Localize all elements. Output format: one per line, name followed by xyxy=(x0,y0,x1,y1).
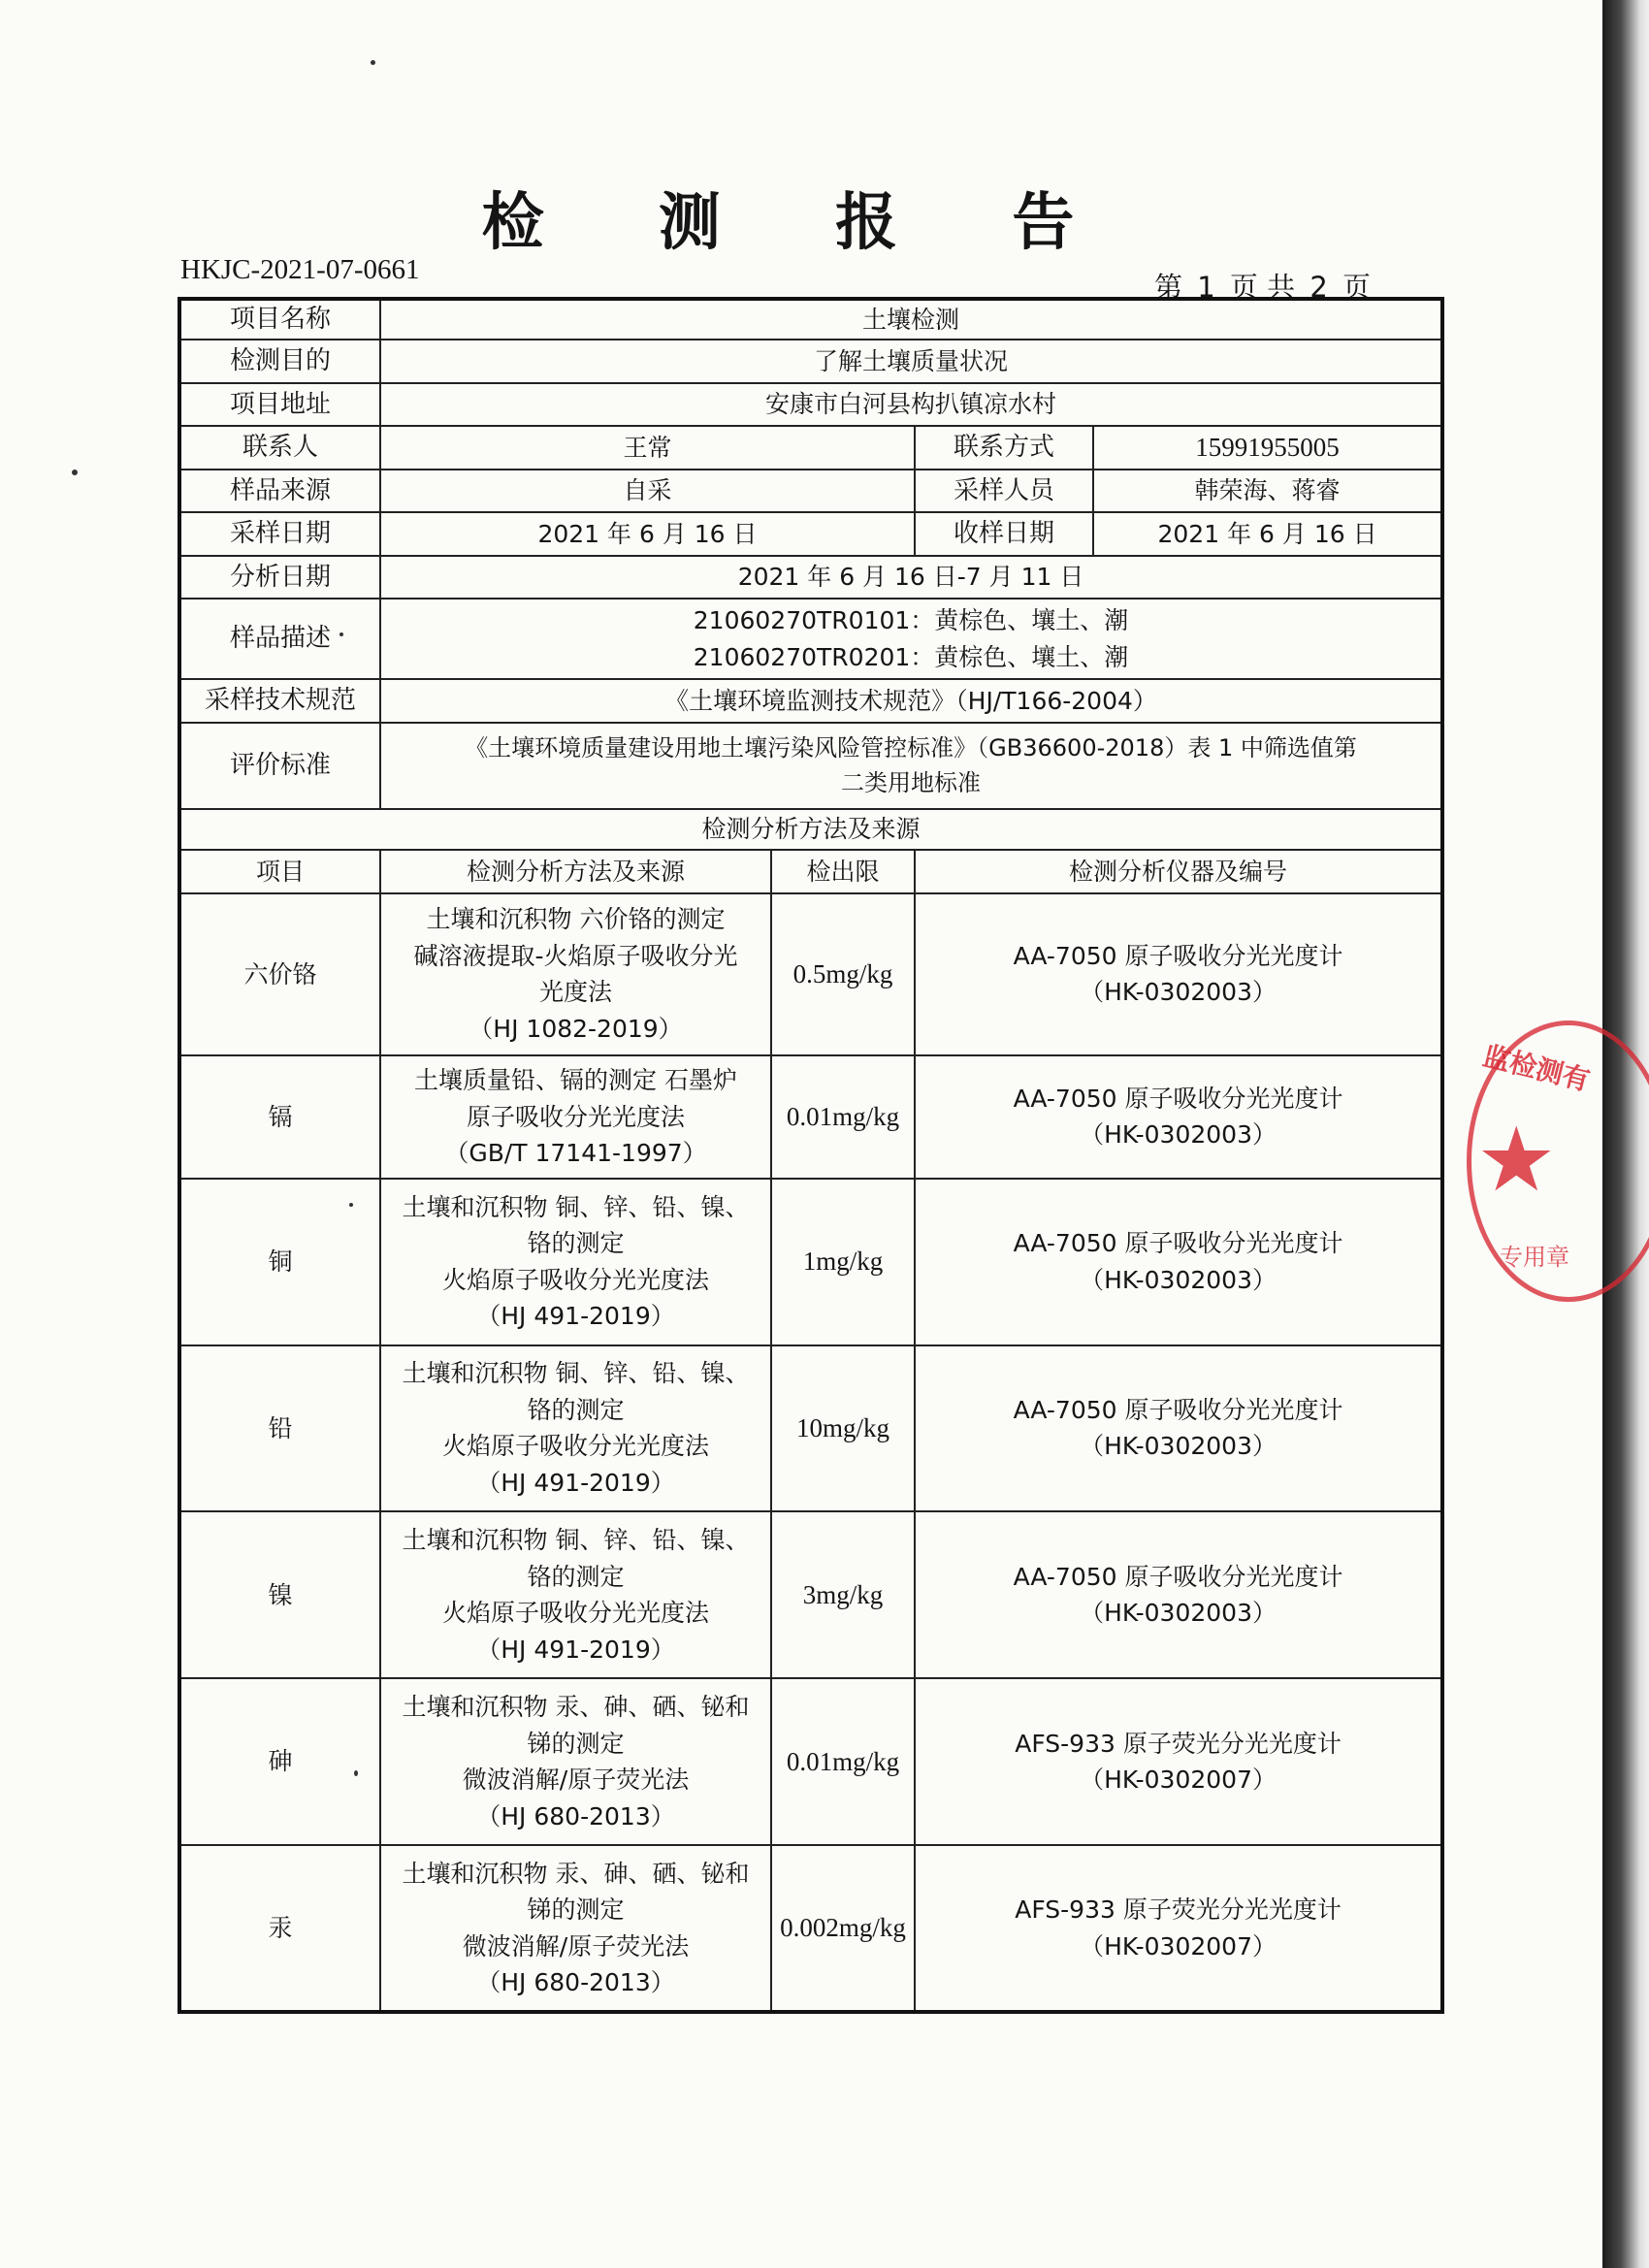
method-row xyxy=(179,1678,1442,1845)
method-source xyxy=(380,893,771,1056)
instrument-line: AFS-933 原子荧光分光光度计 xyxy=(1015,1895,1342,1925)
instrument xyxy=(915,1345,1442,1512)
value-sampler: 韩荣海、蒋睿 xyxy=(1093,470,1442,512)
label-analysis-date: 分析日期 xyxy=(179,556,380,599)
method-row xyxy=(179,1511,1442,1678)
method-line: 火焰原子吸收分光光度法 xyxy=(441,1599,709,1628)
header-instrument: 检测分析仪器及编号 xyxy=(915,850,1442,892)
method-line: 土壤和沉积物 汞、砷、硒、铋和 xyxy=(402,1859,750,1888)
label-sampler: 采样人员 xyxy=(915,470,1093,512)
instrument-line: （HK-0302007） xyxy=(1080,1931,1277,1960)
label-receive-date: 收样日期 xyxy=(915,512,1093,555)
instrument-line: （HK-0302003） xyxy=(1080,978,1277,1007)
page-indicator: 第 1 页 共 2 页 xyxy=(1154,271,1372,304)
header-item: 项目 xyxy=(179,850,380,892)
method-item: 铅 xyxy=(179,1345,380,1512)
method-line: 土壤和沉积物 铜、锌、铅、镍、 xyxy=(402,1359,750,1388)
row-methods-section xyxy=(179,809,1442,850)
method-row xyxy=(179,1055,1442,1178)
value-analysis-date: 2021 年 6 月 16 日-7 月 11 日 xyxy=(380,556,1442,599)
value-address: 安康市白河县构扒镇凉水村 xyxy=(380,383,1442,426)
method-line: 光度法 xyxy=(538,978,612,1007)
instrument-line: （HK-0302003） xyxy=(1080,1265,1277,1294)
method-item: 砷 xyxy=(179,1678,380,1845)
detection-limit: 3mg/kg xyxy=(771,1511,915,1678)
method-line: 锑的测定 xyxy=(527,1729,625,1758)
method-line: （HJ 1082-2019） xyxy=(469,1014,683,1043)
instrument-line: AFS-933 原子荧光分光光度计 xyxy=(1015,1729,1342,1758)
label-address: 项目地址 xyxy=(179,383,380,426)
row-evaluation xyxy=(179,723,1442,809)
label-sampling-date: 采样日期 xyxy=(179,512,380,555)
value-contact-phone: 15991955005 xyxy=(1093,426,1442,469)
report-number: HKJC-2021-07-0661 xyxy=(180,254,420,285)
method-row xyxy=(179,1345,1442,1512)
sample-desc-line: 21060270TR0101：黄棕色、壤土、潮 xyxy=(693,606,1129,635)
detection-limit: 10mg/kg xyxy=(771,1345,915,1512)
seal-text: 监检测有 xyxy=(1479,1039,1594,1097)
method-line: 铬的测定 xyxy=(527,1229,625,1258)
value-sampling-date: 2021 年 6 月 16 日 xyxy=(380,512,915,555)
sample-desc-line: 21060270TR0201：黄棕色、壤土、潮 xyxy=(693,642,1129,671)
header-method: 检测分析方法及来源 xyxy=(380,850,771,892)
row-sample-desc xyxy=(179,599,1442,679)
method-line: （HJ 491-2019） xyxy=(476,1302,675,1331)
instrument xyxy=(915,893,1442,1056)
detection-limit: 0.5mg/kg xyxy=(771,893,915,1056)
instrument-line: AA-7050 原子吸收分光光度计 xyxy=(1013,1395,1343,1424)
row-source xyxy=(179,470,1442,512)
row-sampling-spec xyxy=(179,679,1442,722)
label-evaluation: 评价标准 xyxy=(179,723,380,809)
instrument xyxy=(915,1845,1442,2012)
value-project-name: 土壤检测 xyxy=(380,299,1442,340)
instrument xyxy=(915,1678,1442,1845)
method-line: 土壤和沉积物 汞、砷、硒、铋和 xyxy=(402,1693,750,1722)
scan-speck xyxy=(371,60,375,65)
row-sampling-date xyxy=(179,512,1442,555)
method-source xyxy=(380,1678,771,1845)
detection-limit: 0.01mg/kg xyxy=(771,1055,915,1178)
label-sampling-spec: 采样技术规范 xyxy=(179,679,380,722)
method-item: 镍 xyxy=(179,1511,380,1678)
instrument-line: AA-7050 原子吸收分光光度计 xyxy=(1013,941,1343,970)
row-address xyxy=(179,383,1442,426)
row-contact xyxy=(179,426,1442,469)
method-line: 原子吸收分光光度法 xyxy=(466,1102,685,1131)
label-purpose: 检测目的 xyxy=(179,340,380,382)
instrument-line: （HK-0302003） xyxy=(1080,1120,1277,1150)
evaluation-line: 《土壤环境质量建设用地土壤污染风险管控标准》（GB36600-2018）表 1 中筛选值第 xyxy=(465,734,1357,762)
scan-speck xyxy=(349,1203,353,1207)
method-line: 铬的测定 xyxy=(527,1395,625,1424)
method-line: 铬的测定 xyxy=(527,1562,625,1591)
method-line: 锑的测定 xyxy=(527,1895,625,1925)
method-source xyxy=(380,1511,771,1678)
method-line: （GB/T 17141-1997） xyxy=(444,1139,707,1168)
method-line: 微波消解/原子荧光法 xyxy=(462,1766,690,1795)
seal-star-icon: ★ xyxy=(1476,1108,1557,1212)
value-receive-date: 2021 年 6 月 16 日 xyxy=(1093,512,1442,555)
method-line: （HJ 491-2019） xyxy=(476,1468,675,1497)
seal-code: 专用章 xyxy=(1500,1244,1569,1271)
method-item: 六价铬 xyxy=(179,893,380,1056)
instrument xyxy=(915,1179,1442,1345)
evaluation-line: 二类用地标准 xyxy=(841,769,982,797)
scan-speck xyxy=(72,470,78,475)
instrument-line: AA-7050 原子吸收分光光度计 xyxy=(1013,1562,1343,1591)
method-source xyxy=(380,1055,771,1178)
value-evaluation xyxy=(380,723,1442,809)
instrument xyxy=(915,1511,1442,1678)
label-source: 样品来源 xyxy=(179,470,380,512)
instrument-line: （HK-0302007） xyxy=(1080,1766,1277,1795)
scan-speck xyxy=(354,1770,358,1776)
method-item: 汞 xyxy=(179,1845,380,2012)
instrument-line: （HK-0302003） xyxy=(1080,1599,1277,1628)
row-project-name xyxy=(179,299,1442,340)
header-limit: 检出限 xyxy=(771,850,915,892)
label-sample-desc: 样品描述 xyxy=(179,599,380,679)
scan-speck xyxy=(340,632,343,636)
document-title: 检 测 报 告 xyxy=(481,187,1121,259)
method-line: （HJ 680-2013） xyxy=(476,1968,675,1997)
method-line: 火焰原子吸收分光光度法 xyxy=(441,1432,709,1461)
instrument-line: AA-7050 原子吸收分光光度计 xyxy=(1013,1084,1343,1113)
report-table xyxy=(178,297,1444,2014)
method-line: 土壤质量铅、镉的测定 石墨炉 xyxy=(414,1066,737,1095)
value-source: 自采 xyxy=(380,470,915,512)
instrument xyxy=(915,1055,1442,1178)
value-sampling-spec: 《土壤环境监测技术规范》（HJ/T166-2004） xyxy=(380,679,1442,722)
method-item: 铜 xyxy=(179,1179,380,1345)
method-row xyxy=(179,893,1442,1056)
method-row xyxy=(179,1179,1442,1345)
method-line: 火焰原子吸收分光光度法 xyxy=(441,1265,709,1294)
value-sample-desc xyxy=(380,599,1442,679)
value-contact: 王常 xyxy=(380,426,915,469)
method-line: 碱溶液提取-火焰原子吸收分光 xyxy=(413,941,738,970)
label-contact: 联系人 xyxy=(179,426,380,469)
instrument-line: AA-7050 原子吸收分光光度计 xyxy=(1013,1229,1343,1258)
method-line: 土壤和沉积物 铜、锌、铅、镍、 xyxy=(402,1526,750,1555)
methods-header-row xyxy=(179,850,1442,892)
label-project-name: 项目名称 xyxy=(179,299,380,340)
method-line: 微波消解/原子荧光法 xyxy=(462,1931,690,1960)
detection-limit: 1mg/kg xyxy=(771,1179,915,1345)
method-source xyxy=(380,1345,771,1512)
row-purpose xyxy=(179,340,1442,382)
value-purpose: 了解土壤质量状况 xyxy=(380,340,1442,382)
method-line: 土壤和沉积物 六价铬的测定 xyxy=(426,905,726,934)
detection-limit: 0.002mg/kg xyxy=(771,1845,915,2012)
method-line: （HJ 680-2013） xyxy=(476,1801,675,1831)
label-contact-phone: 联系方式 xyxy=(915,426,1093,469)
instrument-line: （HK-0302003） xyxy=(1080,1432,1277,1461)
method-line: 土壤和沉积物 铜、锌、铅、镍、 xyxy=(402,1192,750,1221)
method-line: （HJ 491-2019） xyxy=(476,1635,675,1664)
method-source xyxy=(380,1179,771,1345)
method-item: 镉 xyxy=(179,1055,380,1178)
row-analysis-date xyxy=(179,556,1442,599)
detection-limit: 0.01mg/kg xyxy=(771,1678,915,1845)
method-source xyxy=(380,1845,771,2012)
method-row xyxy=(179,1845,1442,2012)
methods-section-title: 检测分析方法及来源 xyxy=(179,809,1442,850)
